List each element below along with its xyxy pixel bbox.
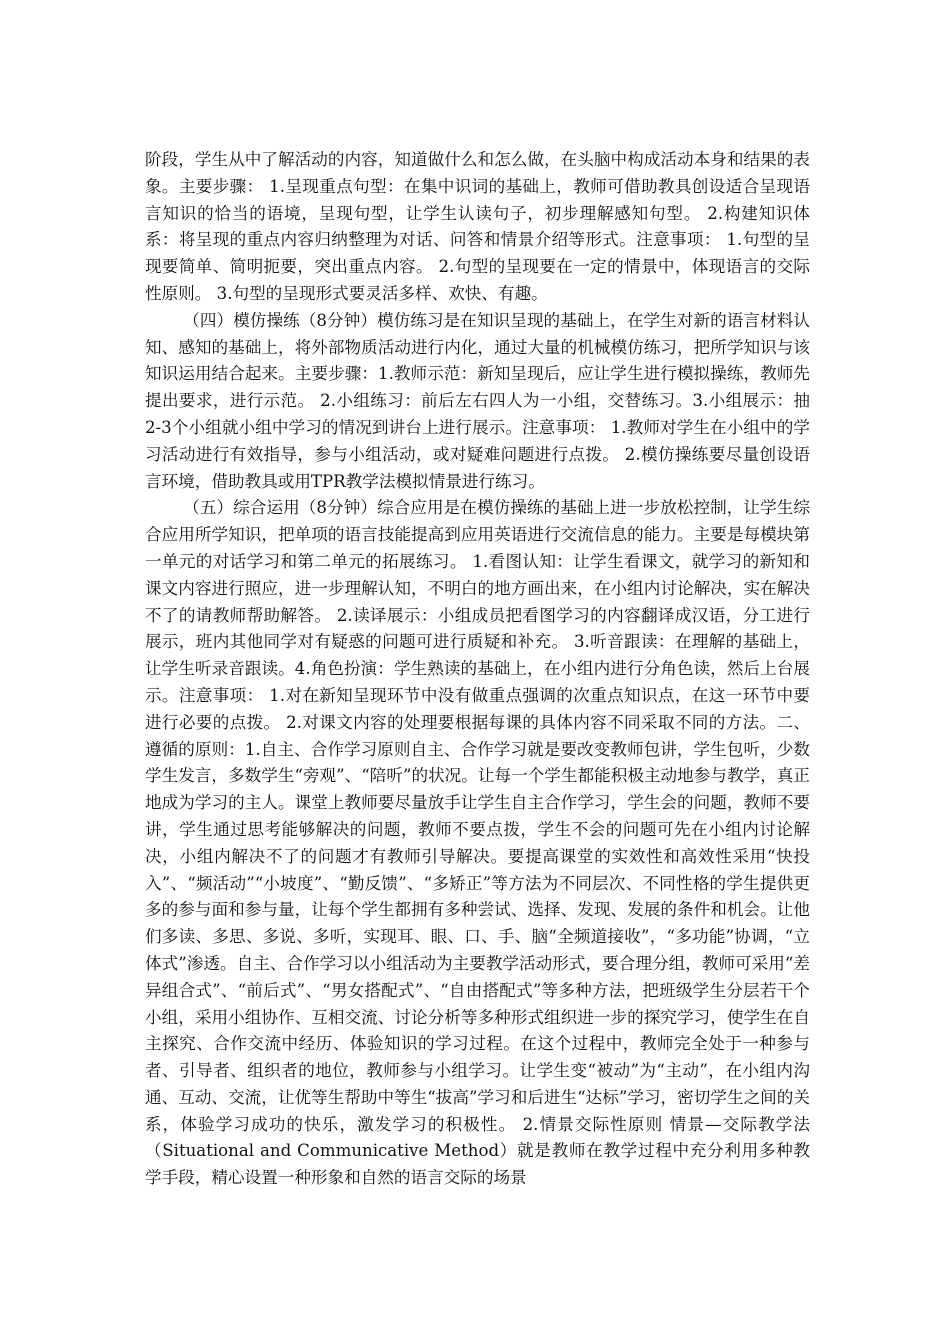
paragraph-stage-description: 阶段，学生从中了解活动的内容，知道做什么和怎么做，在头脑中构成活动本身和结果的表象。主要步骤： 1.呈现重点句型：在集中识词的基础上，教师可借助教具创设适合呈现语言知识的恰当的语境，呈现句型，让学生认读句子，初步理解感知句型。 2.构建知识体系：将呈现的重点内容归纳整理为对话、问答和情景介绍等形式。注意事项： 1.句型的呈现要简单、简明扼要，突出重点内容。 2.句型的呈现要在一定的情景中，体现语言的交际性原则。 3.句型的呈现形式要灵活多样、欢快、有趣。 [145,150,810,303]
document-page [145,147,810,1192]
paragraph-imitation-practice: （四）模仿操练（8分钟）模仿练习是在知识呈现的基础上，在学生对新的语言材料认知、感知的基础上，将外部物质活动进行内化，通过大量的机械模仿练习，把所学知识与该知识运用结合起来。主要步骤：1.教师示范：新知呈现后，应让学生进行模拟操练，教师先提出要求，进行示范。 2.小组练习：前后左右四人为一小组，交替练习。3.小组展示：抽2-3个小组就小组中学习的情况到讲台上进行展示。注意事项： 1.教师对学生在小组中的学习活动进行有效指导，参与小组活动，或对疑难问题进行点拨。 2.模仿操练要尽量创设语言环境，借助教具或用TPR教学法模拟情景进行练习。 [145,310,810,491]
paragraph-comprehensive-application: （五）综合运用（8分钟）综合应用是在模仿操练的基础上进一步放松控制，让学生综合应用所学知识，把单项的语言技能提高到应用英语进行交流信息的能力。主要是每模块第一单元的对话学习和第二单元的拓展练习。 1.看图认知：让学生看课文，就学习的新知和课文内容进行照应，进一步理解认知，不明白的地方画出来，在小组内讨论解决，实在解决不了的请教师帮助解答。 2.读译展示：小组成员把看图学习的内容翻译成汉语，分工进行展示，班内其他同学对有疑惑的问题可进行质疑和补充。 3.听音跟读：在理解的基础上，让学生听录音跟读。4.角色扮演：学生熟读的基础上，在小组内进行分角色读，然后上台展示。注意事项： 1.对在新知呈现环节中没有做重点强调的次重点知识点，在这一环节中要进行必要的点拨。 2.对课文内容的处理要根据每课的具体内容不同采取不同的方法。二、遵循的原则：1.自主、合作学习原则自主、合作学习就是要改变教师包讲，学生包听，少数学生发言，多数学生“旁观”、“陪听”的状况。让每一个学生都能积极主动地参与教学，真正地成为学习的主人。课堂上教师要尽量放手让学生自主合作学习，学生会的问题，教师不要讲，学生通过思考能够解决的问题，教师不要点拨，学生不会的问题可先在小组内讨论解决，小组内解决不了的问题才有教师引导解决。要提高课堂的实效性和高效性采用“快投入”、“频活动”“小坡度”、“勤反馈”、“多矫正”等方法为不同层次、不同性格的学生提供更多的参与面和参与量，让每个学生都拥有多种尝试、选择、发现、发展的条件和机会。让他们多读、多思、多说、多听，实现耳、眼、口、手、脑“全频道接收”，“多功能”协调，“立体式”渗透。自主、合作学习以小组活动为主要教学活动形式，要合理分组，教师可采用“差异组合式”、“前后式”、“男女搭配式”、“自由搭配式”等多种方法，把班级学生分层若干个小组，采用小组协作、互相交流、讨论分析等多种形式组织进一步的探究学习，使学生在自主探究、合作交流中经历、体验知识的学习过程。在这个过程中，教师完全处于一种参与者、引导者、组织者的地位，教师参与小组学习。让学生变“被动”为“主动”，在小组内沟通、互动、交流，让优等生帮助中等生“拔高”学习和后进生“达标”学习，密切学生之间的关系，体验学习成功的快乐，激发学习的积极性。 2.情景交际性原则 情景—交际教学法（Situational and Communicative Method）就是教师在教学过程中充分利用多种教学手段，精心设置一种形象和自然的语言交际的场景 [145,498,810,1188]
